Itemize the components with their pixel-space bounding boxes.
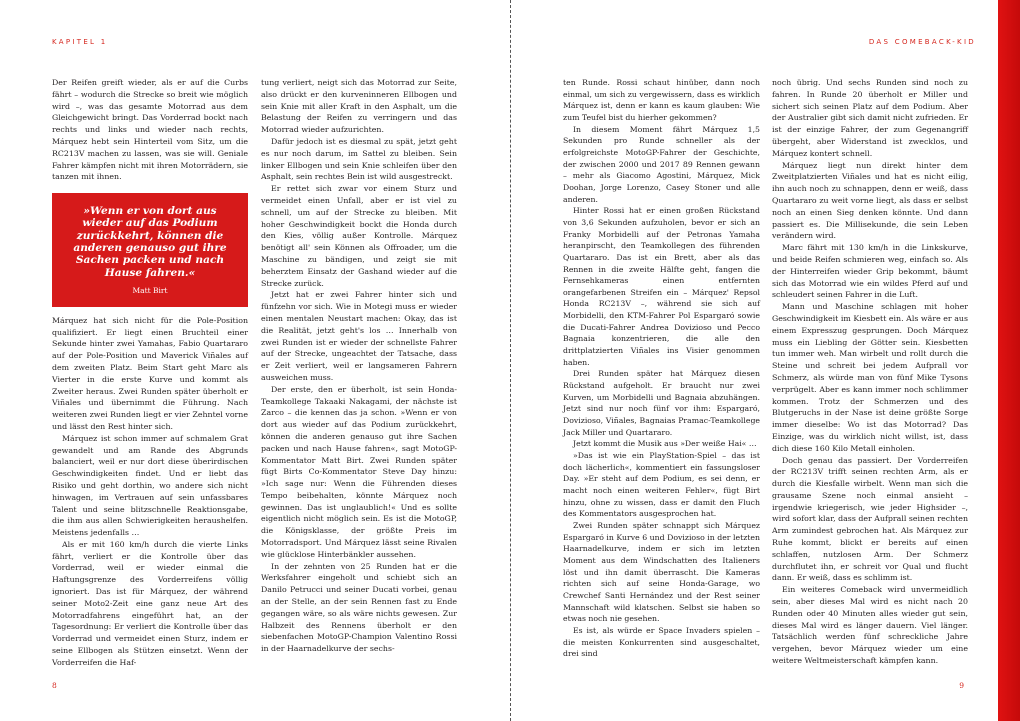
- page-number-right: 9: [959, 681, 964, 690]
- paragraph: Drei Runden später hat Márquez diesen Rückstand aufgeholt. Er braucht nur zwei Kurven, um Morbidelli und Bagnaia abzuhängen. Jetzt sind nur noch fünf vor ihm: Espargaró, Dovizioso, Viñales, Bagnaias Pramac-Teamkollege Jack Miller und Quartararo.: [563, 369, 760, 437]
- left-column-1: [52, 77, 248, 669]
- paragraph: Dafür jedoch ist es diesmal zu spät, jetzt geht es nur noch darum, im Sattel zu bleiben. Sein linker Ellbogen und sein Knie schleifen über den Asphalt, sein rechtes Bein ist wild ausgestreckt.: [261, 136, 457, 182]
- paragraph: Márquez hat sich nicht für die Pole-Position qualifiziert. Er liegt einen Bruchteil einer Sekunde hinter zwei Yamahas, Fabio Quartararo auf der Pole-Position und Maverick Viñales auf dem zweiten Platz. Beim Start geht Marc als Vierter in die erste Kurve und kommt als Zweiter heraus. Zwei Runden später überholt er Viñales und übernimmt die Führung. Nach weiteren zwei Runden liegt er vier Zehntel vorne und lässt den Rest hinter sich.: [52, 315, 248, 431]
- paragraph: Mann und Maschine schlagen mit hoher Geschwindigkeit im Kiesbett ein. Als wäre er aus einem Expresszug gesprungen. Doch Márquez muss ein Liebling der Götter sein. Kiesbetten tun immer weh. Man wirbelt und rollt durch die Steine und schreit bei jedem Aufprall vor Schmerz, als würde man von fünf Mike Tysons verprügelt. Aber es kann immer noch schlimmer kommen. Trotz der Schmerzen und des Blutgeruchs in der Nase ist deine größte Sorge immer dieselbe: Wo ist das Motorrad? Das Einzige, was du wirklich nicht willst, ist, dass dich diese 160 Kilo Metall einholen.: [772, 302, 968, 453]
- paragraph: Zwei Runden später schnappt sich Márquez Espargaró in Kurve 6 und Dovizioso in der letzten Haarnadelkurve, indem er sich im letzten Moment aus dem Windschatten des Italieners löst und ihn damit überrascht. Die Kameras richten sich auf seine Honda-Garage, wo Crewchef Santi Hernández und der Rest seiner Mannschaft wild klatschen. Selbst sie haben so etwas noch nie gesehen.: [563, 520, 760, 624]
- paragraph: In diesem Moment fährt Márquez 1,5 Sekunden pro Runde schneller als der erfolgreichste MotoGP-Fahrer der Geschichte, der zwischen 2000 und 2017 89 Rennen gewann – mehr als Giacomo Agostini, Márquez, Mick Doohan, Jorge Lorenzo, Casey Stoner und alle anderen.: [563, 124, 760, 204]
- page-gutter: [510, 0, 511, 721]
- paragraph: In der zehnten von 25 Runden hat er die Werksfahrer eingeholt und schiebt sich an Danilo Petrucci und seiner Ducati vorbei, genau an der Stelle, an der sein Rennen fast zu Ende gegangen wäre, so als wäre nichts gewesen. Zur Halbzeit des Rennens überholt er den siebenfachen MotoGP-Champion Valentino Rossi in der Haarnadelkurve der sechs-: [261, 561, 457, 654]
- paragraph: Márquez liegt nun direkt hinter dem Zweitplatzierten Viñales und hat es nicht eilig, ihn auch noch zu schnappen, denn er weiß, dass Quartararo zu weit vorne liegt, als dass er selbst noch an einen Sieg denken könnte. Und dann passiert es. Die Millisekunde, die sein Leben verändern wird.: [772, 160, 968, 241]
- paragraph: Er rettet sich zwar vor einem Sturz und vermeidet einen Unfall, aber er ist viel zu schnell, um auf der Strecke zu bleiben. Mit hoher Geschwindigkeit bockt die Honda durch den Kies, völlig außer Kontrolle. Márquez benötigt all' sein Können als Offroader, um die Maschine zu bändigen, und zeigt sie mit beherztem Einsatz der Gashand wieder auf die Strecke zurück.: [261, 184, 457, 288]
- running-head-right: DAS COMEBACK-KID: [868, 38, 976, 46]
- pull-quote-author: Matt Birt: [132, 285, 168, 295]
- paragraph: Der erste, den er überholt, ist sein Honda-Teamkollege Takaaki Nakagami, der nächste ist Zarco – die kennen das ja schon. »Wenn er von dort aus wieder auf das Podium zurückkehrt, können die anderen genauso gut ihre Sachen packen und nach Hause fahren«, sagt MotoGP-Kommentator Matt Birt. Zwei Runden später fügt Birts Co-Kommentator Steve Day hinzu: »Ich sage nur: Wenn die Führenden dieses Tempo beibehalten, könnte Márquez noch gewinnen. Das ist unglaublich!« Und es sollte eigentlich nicht möglich sein. Es ist die MotoGP, die Königsklasse, der größte Preis im Motorradsport. Und Márquez lässt seine Rivalen wie glücklose Hinterbänkler aussehen.: [261, 384, 457, 559]
- page-number-left: 8: [52, 681, 57, 690]
- paragraph: ten Runde. Rossi schaut hinüber, dann noch einmal, um sich zu vergewissern, dass es wirklich Márquez ist, denn er kann es kaum glauben: Wie zum Teufel bist du hierher gekommen?: [563, 78, 760, 122]
- paragraph: Márquez ist schon immer auf schmalem Grat gewandelt und am Rande des Abgrunds balanciert, weil er nur dort diese überirdischen Geschwindigkeiten findet. Und er liebt das Risiko und geht dorthin, wo andere sich nicht hinwagen, im Vertrauen auf sein unfassbares Talent und seine blitzschnelle Reaktionsgabe, die ihm aus allen Schwierigkeiten heraushelfen. Meistens jedenfalls …: [52, 433, 248, 538]
- paragraph: Doch genau das passiert. Der Vorderreifen der RC213V trifft seinen rechten Arm, als er durch die Kiesfalle wirbelt. Wenn man sich die grausame Szene noch einmal ansieht – irgendwie kriegerisch, wie jeder Highsider –, wird sofort klar, dass der Aufprall seinen rechten Arm zumindest gebrochen hat. Als Márquez zur Ruhe kommt, blickt er bereits auf einen schlaffen, nutzlosen Arm. Der Schmerz durchflutet ihn, er schreit vor Qual und flucht dann. Er weiß, dass es schlimm ist.: [772, 455, 968, 583]
- pull-quote-text: »Wenn er von dort aus wieder auf das Podium zurückkehrt, können die anderen genauso gut ihre Sachen packen und nach Hause fahren.«: [73, 205, 227, 279]
- pull-quote: [52, 193, 248, 307]
- right-column-1: [563, 77, 760, 660]
- paragraph: noch übrig. Und sechs Runden sind noch zu fahren. In Runde 20 überholt er Miller und sichert sich seinen Platz auf dem Podium. Aber der Australier gibt sich damit nicht zufrieden. Er ist der einzige Fahrer, der zum Gegenangriff übergeht, aber Widerstand ist zwecklos, und Márquez kontert schnell.: [772, 78, 968, 158]
- right-page: [512, 0, 998, 721]
- paragraph: Jetzt hat er zwei Fahrer hinter sich und fünfzehn vor sich. Wie in Motegi muss er wieder einen mentalen Neustart machen: Okay, das ist die Realität, jetzt geht's los … Innerhalb von zwei Runden ist er wieder der schnellste Fahrer auf der Strecke, ungeachtet der Tatsache, dass er Zeit verliert, weil er langsameren Fahrern ausweichen muss.: [261, 290, 457, 382]
- paragraph: Hinter Rossi hat er einen großen Rückstand von 3,6 Sekunden aufzuholen, bevor er sich an Franky Morbidelli auf der Petronas Yamaha heranpirscht, den Teamkollegen des führenden Quartararo. Das ist ein Brett, aber als das Rennen in die zweite Hälfte geht, fangen die Fernsehkameras einen entfernten orangefarbenen Streifen ein – Márquez' Repsol Honda RC213V –, während sie sich auf Morbidelli, den KTM-Fahrer Pol Espargaró sowie die Ducati-Fahrer Andrea Dovizioso und Pecco Bagnaia konzentrieren, die alle den drittplatzierten Viñales ins Visier genommen haben.: [563, 206, 760, 367]
- paragraph: Marc fährt mit 130 km/h in die Linkskurve, und beide Reifen schmieren weg, einfach so. Als der Hinterreifen wieder Grip bekommt, bäumt sich das Motorrad wie ein wildes Pferd auf und schleudert seinen Fahrer in die Luft.: [772, 243, 968, 300]
- left-column-2: [261, 77, 457, 655]
- paragraph: Ein weiteres Comeback wird unvermeidlich sein, aber dieses Mal wird es nicht nach 20 Runden oder 40 Minuten alles wieder gut sein, dieses Mal wird es länger dauern. Viel länger. Tatsächlich werden fünf schreckliche Jahre vergehen, bevor Márquez wieder um eine weitere Weltmeisterschaft kämpfen kann.: [772, 585, 968, 666]
- chapter-edge-bar: [998, 0, 1020, 721]
- paragraph: Der Reifen greift wieder, als er auf die Curbs fährt – wodurch die Strecke so breit wie möglich wird –, was das gesamte Motorrad aus dem Gleichgewicht bringt. Das Vorderrad bockt nach rechts und links und wieder nach rechts, Márquez hebt sein Hinterteil vom Sitz, um die RC213V machen zu lassen, was sie will. Geniale Fahrer kämpfen nicht mit ihren Motorrädern, sie tanzen mit ihnen.: [52, 78, 248, 182]
- paragraph: Es ist, als würde er Space Invaders spielen – die meisten Konkurrenten sind ausgeschaltet, drei sind: [563, 625, 760, 659]
- paragraph: »Das ist wie ein PlayStation-Spiel – das ist doch lächerlich«, kommentiert ein fassungsloser Day. »Er steht auf dem Podium, es sei denn, er macht noch einen weiteren Fehler«, fügt Birt hinzu, ohne zu wissen, dass er damit den Fluch des Kommentators ausgesprochen hat.: [563, 451, 760, 519]
- right-column-2: [772, 77, 968, 667]
- paragraph: tung verliert, neigt sich das Motorrad zur Seite, also drückt er den kurveninneren Ellbogen und sein Knie mit aller Kraft in den Asphalt, um die Belastung der Reifen zu verringern und das Motorrad wieder aufzurichten.: [261, 78, 457, 135]
- running-head-left: KAPITEL 1: [52, 38, 108, 46]
- paragraph: Als er mit 160 km/h durch die vierte Links fährt, verliert er die Kontrolle über das Vorderrad, weil er wieder einmal die Haftungsgrenze des Vorderreifens völlig ignoriert. Das ist für Márquez, der während seiner Moto2-Zeit eine ganz neue Art des Motorradfahrens eingeführt hat, an der Tagesordnung: Er verliert die Kontrolle über das Vorderrad und vermeidet einen Sturz, indem er seine Ellbogen als Stützen einsetzt. Wenn der Vorderreifen die Haf-: [52, 539, 248, 667]
- paragraph: Jetzt kommt die Musik aus »Der weiße Hai« …: [573, 439, 757, 449]
